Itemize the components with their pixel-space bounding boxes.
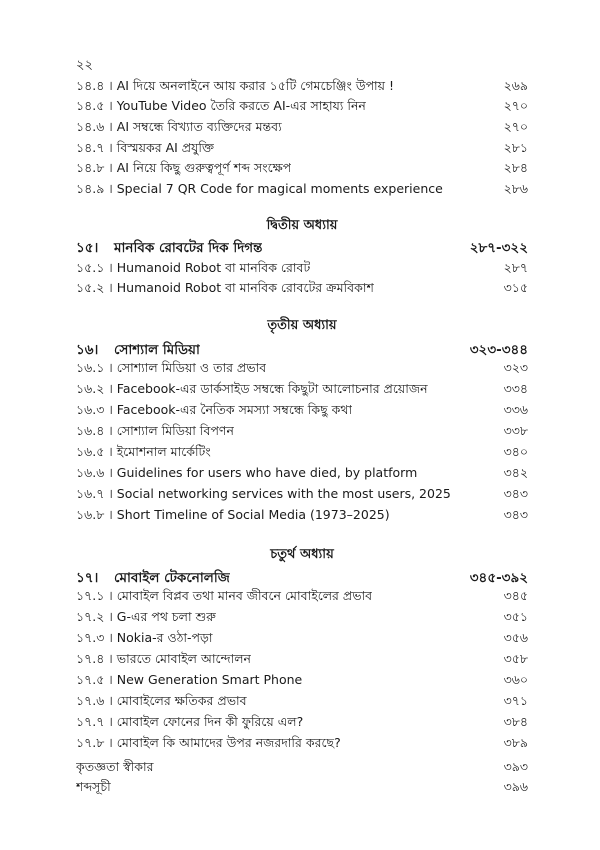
toc-entry[interactable] — [76, 735, 528, 755]
entry-page: ৩৬০ — [503, 672, 528, 687]
chapter-number: ১৭। — [76, 569, 99, 586]
toc-entry[interactable] — [76, 507, 528, 527]
entry-title: Social networking services with the most users, 2025 — [116, 486, 451, 501]
entry-number: ১৫.১ । — [76, 260, 113, 275]
chapter-number: ১৫। — [76, 239, 99, 256]
back-matter-entry[interactable] — [76, 759, 528, 779]
entry-number: ১৪.৬ । — [76, 119, 113, 134]
entry-number: ১৭.৭ । — [76, 714, 113, 729]
toc-entry[interactable] — [76, 444, 528, 464]
toc-entry[interactable] — [76, 280, 528, 300]
entry-page: ৩৮৪ — [503, 714, 528, 729]
entry-title: মোবাইল বিপ্লব তথা মানব জীবনে মোবাইলের প্রভাব — [116, 588, 373, 603]
toc-entry[interactable] — [76, 693, 528, 713]
entry-number: ১৪.৭ । — [76, 140, 113, 155]
chapter-pages: ৩২৩-৩৪৪ — [469, 341, 528, 358]
entry-page: ২৮৭ — [503, 260, 528, 275]
back-matter-page: ৩৯৬ — [503, 779, 528, 794]
entry-page: ৩৪৫ — [503, 588, 528, 603]
entry-number: ১৭.৫ । — [76, 672, 113, 687]
entry-page: ৩৩৪ — [503, 381, 528, 396]
back-matter-title: শব্দসূচী — [76, 779, 111, 794]
entry-number: ১৬.৫ । — [76, 444, 113, 459]
entry-page: ৩৪৩ — [503, 507, 528, 522]
entry-title: Short Timeline of Social Media (1973–2025) — [116, 507, 390, 522]
toc-entry[interactable] — [76, 465, 528, 485]
toc-entry[interactable] — [76, 588, 528, 608]
entry-number: ১৬.১ । — [76, 360, 113, 375]
toc-entry[interactable] — [76, 423, 528, 443]
entry-title: Humanoid Robot বা মানবিক রোবট — [116, 260, 311, 275]
entry-number: ১৭.৪ । — [76, 651, 113, 666]
entry-title: YouTube Video তৈরি করতে AI-এর সাহায্য নিন — [116, 98, 366, 113]
entry-title: মোবাইল ফোনের দিন কী ফুরিয়ে এল? — [116, 714, 304, 729]
entry-title: মোবাইলের ক্ষতিকর প্রভাব — [116, 693, 247, 708]
toc-entry[interactable] — [76, 486, 528, 506]
entry-title: সোশ্যাল মিডিয়া বিপণন — [116, 423, 234, 438]
toc-entry[interactable] — [76, 98, 528, 118]
entry-title: সোশ্যাল মিডিয়া ও তার প্রভাব — [116, 360, 267, 375]
entry-page: ৩৩৬ — [503, 402, 528, 417]
toc-entry[interactable] — [76, 630, 528, 650]
entry-number: ১৭.২ । — [76, 609, 113, 624]
entry-title: Facebook-এর ডার্কসাইড সম্বন্ধে কিছুটা আলোচনার প্রয়োজন — [116, 381, 428, 396]
entry-title: Guidelines for users who have died, by platform — [116, 465, 418, 480]
entry-page: ৩৪২ — [503, 465, 528, 480]
entry-title: AI দিয়ে অনলাইনে আয় করার ১৫টি গেমচেঞ্জিং উপায় ! — [116, 78, 395, 93]
entry-page: ৩২৩ — [503, 360, 528, 375]
entry-page: ৩৫৬ — [503, 630, 528, 645]
toc-entry[interactable] — [76, 140, 528, 160]
entry-number: ১৭.৩ । — [76, 630, 113, 645]
entry-number: ১৭.৮ । — [76, 735, 113, 750]
entry-number: ১৪.৯ । — [76, 181, 113, 196]
entry-title: Facebook-এর নৈতিক সমস্যা সম্বন্ধে কিছু কথা — [116, 402, 353, 417]
entry-number: ১৪.৫ । — [76, 98, 113, 113]
entry-title: Nokia-র ওঠা-পড়া — [116, 630, 213, 645]
entry-title: ভারতে মোবাইল আন্দোলন — [116, 651, 251, 666]
entry-page: ২৬৯ — [503, 78, 528, 93]
entry-page: ২৮১ — [503, 140, 528, 155]
toc-entry[interactable] — [76, 651, 528, 671]
entry-title: Special 7 QR Code for magical moments experience — [116, 181, 443, 196]
entry-page: ৩১৫ — [503, 280, 528, 295]
chapter-pages: ৩৪৫-৩৯২ — [469, 569, 528, 586]
toc-entry[interactable] — [76, 260, 528, 280]
toc-entry[interactable] — [76, 609, 528, 629]
entry-title: Humanoid Robot বা মানবিক রোবটের ক্রমবিকাশ — [116, 280, 374, 295]
back-matter-page: ৩৯৩ — [503, 759, 528, 774]
chapter-entry[interactable] — [76, 340, 528, 360]
toc-entry[interactable] — [76, 672, 528, 692]
toc-entry[interactable] — [76, 714, 528, 734]
entry-number: ১৬.৬ । — [76, 465, 113, 480]
entry-page: ৩৭১ — [503, 693, 528, 708]
entry-page: ২৭০ — [503, 98, 528, 113]
chapter-pages: ২৮৭-৩২২ — [469, 239, 528, 256]
chapter-title: সোশ্যাল মিডিয়া — [114, 341, 200, 358]
entry-number: ১৪.৪ । — [76, 78, 113, 93]
entry-title: ইমোশনাল মার্কেটিং — [116, 444, 211, 459]
toc-entry[interactable] — [76, 402, 528, 422]
toc-entry[interactable] — [76, 160, 528, 180]
chapter-number: ১৬। — [76, 341, 99, 358]
entry-title: মোবাইল কি আমাদের উপর নজরদারি করছে? — [116, 735, 341, 750]
entry-title: New Generation Smart Phone — [116, 672, 303, 687]
toc-entry[interactable] — [76, 119, 528, 139]
entry-title: AI নিয়ে কিছু গুরুত্বপূর্ণ শব্দ সংক্ষেপ — [116, 160, 292, 175]
entry-page: ৩৩৮ — [503, 423, 528, 438]
part-heading: তৃতীয় অধ্যায় — [267, 318, 337, 333]
entry-page: ৩৪০ — [503, 444, 528, 459]
entry-page: ৩৮৯ — [503, 735, 528, 750]
chapter-entry[interactable] — [76, 568, 528, 588]
entry-page: ৩৪৩ — [503, 486, 528, 501]
back-matter-title: কৃতজ্ঞতা স্বীকার — [76, 759, 154, 774]
entry-page: ২৭০ — [503, 119, 528, 134]
chapter-title: মানবিক রোবটের দিক দিগন্ত — [114, 239, 263, 256]
toc-entry[interactable] — [76, 181, 528, 201]
part-heading: চতুর্থ অধ্যায় — [270, 547, 334, 562]
entry-page: ৩৫৮ — [503, 651, 528, 666]
toc-entry[interactable] — [76, 381, 528, 401]
entry-page: ২৮৬ — [503, 181, 528, 196]
chapter-entry[interactable] — [76, 238, 528, 258]
entry-number: ১৪.৮ । — [76, 160, 113, 175]
entry-number: ১৭.১ । — [76, 588, 113, 603]
entry-number: ১৬.৪ । — [76, 423, 113, 438]
entry-title: G-এর পথ চলা শুরু — [116, 609, 216, 624]
toc-entry[interactable] — [76, 360, 528, 380]
entry-number: ১৬.৭ । — [76, 486, 113, 501]
page-number: ২২ — [76, 58, 93, 73]
entry-page: ৩৫১ — [503, 609, 528, 624]
entry-title: বিস্ময়কর AI প্রযুক্তি — [116, 140, 215, 155]
chapter-title: মোবাইল টেকনোলজি — [114, 569, 230, 586]
entry-title: AI সম্বন্ধে বিখ্যাত ব্যক্তিদের মন্তব্য — [116, 119, 282, 134]
entry-number: ১৬.২ । — [76, 381, 113, 396]
toc-entry[interactable] — [76, 78, 528, 98]
back-matter-entry[interactable] — [76, 779, 528, 799]
entry-page: ২৮৪ — [503, 160, 528, 175]
entry-number: ১৫.২ । — [76, 280, 113, 295]
entry-number: ১৬.৮ । — [76, 507, 113, 522]
entry-number: ১৬.৩ । — [76, 402, 113, 417]
entry-number: ১৭.৬ । — [76, 693, 113, 708]
part-heading: দ্বিতীয় অধ্যায় — [266, 218, 338, 233]
